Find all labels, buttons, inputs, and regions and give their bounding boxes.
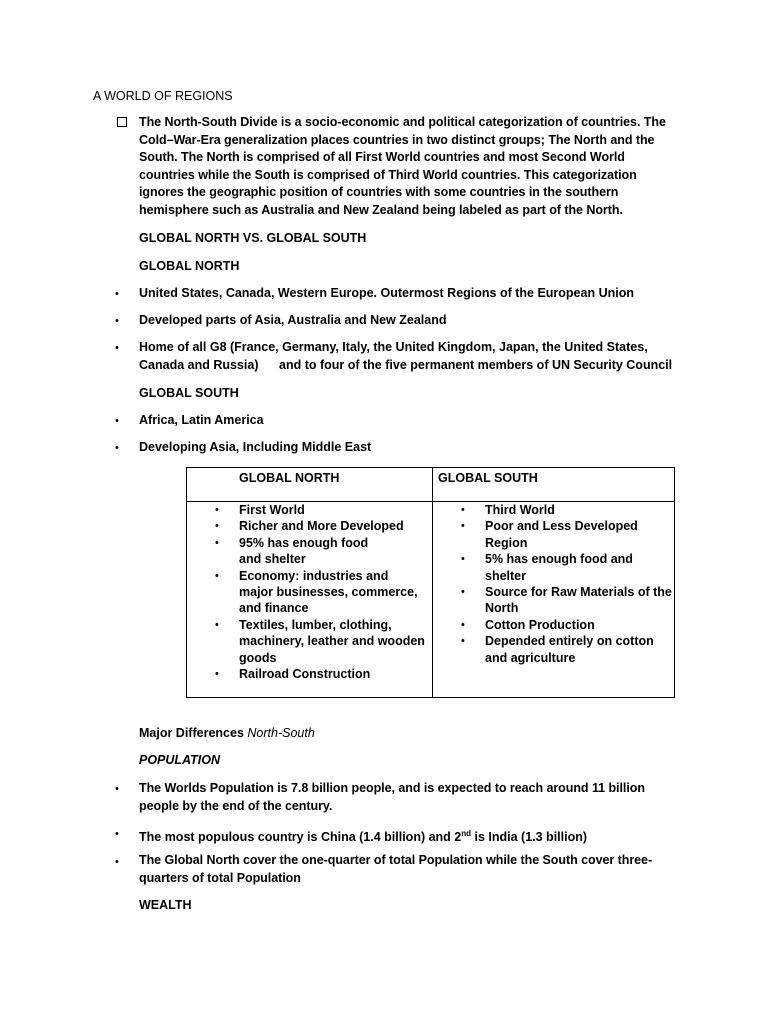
page-title: A WORLD OF REGIONS (93, 89, 233, 103)
list-item-continued: and to four of the five permanent members of UN Security Council (279, 358, 673, 372)
table-row: • Textiles, lumber, clothing, machinery, leather and wooden goods (215, 617, 425, 665)
list-item: The most populous country is China (1.4 billion) and 2nd is India (1.3 billion) (139, 829, 588, 845)
list-item-continued: Canada and Russia) (139, 358, 259, 372)
list-item: United States, Canada, Western Europe. Outermost Regions of the European Union (139, 286, 634, 300)
bullet-icon: • (461, 586, 465, 599)
table-row: • Economy: industries and major businesses, commerce, and finance (215, 568, 418, 616)
bullet-icon: • (215, 520, 219, 533)
list-item: Developed parts of Asia, Australia and New Zealand (139, 313, 447, 327)
comparison-table (186, 467, 675, 698)
bullet-icon: • (115, 288, 119, 300)
list-item: Africa, Latin America (139, 413, 264, 427)
bullet-icon: • (215, 569, 219, 582)
table-row: • Railroad Construction (215, 667, 371, 682)
table-header-north: GLOBAL NORTH (239, 471, 340, 485)
table-row: • Richer and More Developed (215, 519, 404, 534)
checkbox-bullet-icon (117, 117, 127, 127)
table-row: • 5% has enough food and shelter (461, 552, 633, 583)
north-list (187, 502, 429, 682)
bullet-icon: • (215, 536, 219, 549)
table-row: • Depended entirely on cotton and agriculture (461, 634, 654, 665)
south-list (433, 502, 673, 666)
bullet-icon: • (115, 442, 119, 454)
bullet-icon: • (461, 553, 465, 566)
bullet-icon: • (115, 415, 119, 427)
list-item: The Worlds Population is 7.8 billion people, and is expected to reach around 11 billion people by the end of the century. (139, 781, 645, 813)
table-row: • First World (215, 503, 305, 517)
bullet-icon: • (461, 504, 465, 516)
wealth-title: WEALTH (139, 898, 192, 912)
bullet-icon: • (461, 635, 465, 648)
list-item: The Global North cover the one-quarter of total Population while the South cover three-quarters of total Population (139, 853, 653, 885)
table-row: • Source for Raw Materials of the North (461, 585, 672, 616)
bullet-icon: • (115, 783, 119, 795)
table-header-south: GLOBAL SOUTH (438, 471, 538, 485)
bullet-icon: • (115, 315, 119, 327)
section-subheading: GLOBAL NORTH VS. GLOBAL SOUTH (139, 231, 367, 245)
global-south-title: GLOBAL SOUTH (139, 386, 239, 400)
table-row: • Cotton Production (461, 617, 595, 632)
differences-heading: Major Differences North-South (139, 726, 315, 740)
global-north-title: GLOBAL NORTH (139, 259, 240, 273)
list-item: Home of all G8 (France, Germany, Italy, the United Kingdom, Japan, the United States, (139, 340, 648, 354)
bullet-icon: • (215, 504, 219, 516)
table-row: • 95% has enough food and shelter (215, 535, 369, 567)
bullet-icon: • (115, 342, 119, 354)
bullet-icon: • (215, 618, 219, 631)
bullet-icon: • (115, 828, 119, 840)
intro-paragraph: The North-South Divide is a socio-economic and political categorization of countries. The Cold–War-Era generalization places countries in two distinct groups; The North and the South. The North is comprised of all First World countries and most Second World countries while the South is comprised of Third World countries. This categorization ignores the geographic position of countries with some countries in the southern hemisphere such as Australia and New Zealand being labeled as part of the North. (139, 115, 666, 217)
table-row: • Third World (461, 503, 555, 517)
bullet-icon: • (461, 618, 465, 631)
bullet-icon: • (215, 668, 219, 681)
population-title: POPULATION (139, 753, 221, 767)
bullet-icon: • (115, 856, 119, 868)
table-row: • Poor and Less Developed Region (461, 519, 638, 550)
list-item: Developing Asia, Including Middle East (139, 440, 372, 454)
bullet-icon: • (461, 520, 465, 533)
